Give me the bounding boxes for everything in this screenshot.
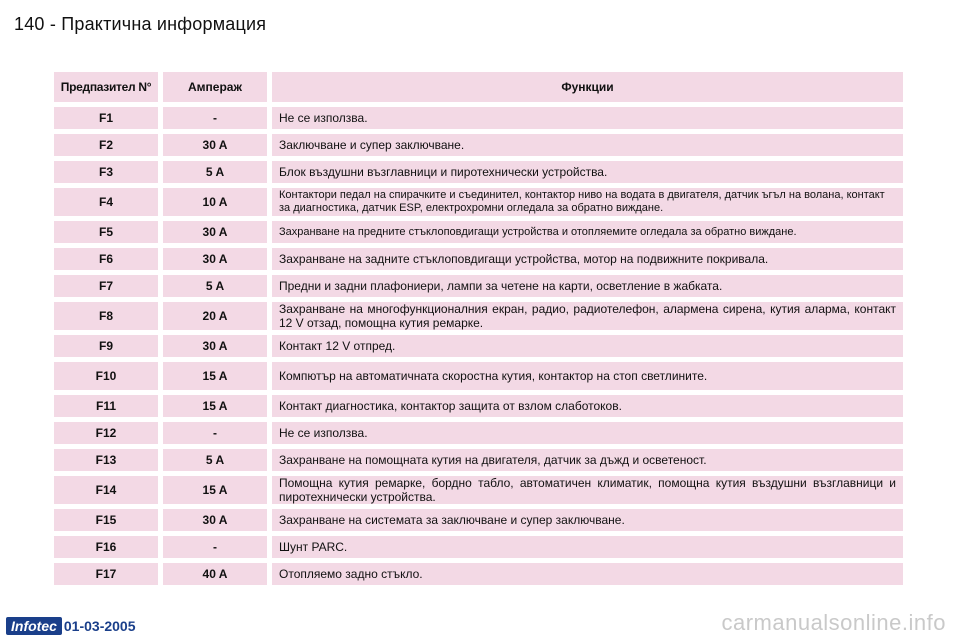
table-row [54, 161, 903, 183]
table-row [54, 395, 903, 417]
function-description: Не се използва. [272, 422, 903, 444]
amperage: 15 A [163, 362, 267, 390]
fuse-number: F5 [54, 221, 158, 243]
function-description: Шунт PARC. [272, 536, 903, 558]
header-functions: Функции [272, 72, 903, 102]
function-description: Захранване на предните стъклоповдигащи устройства и отопляемите огледала за обратно виждане. [272, 221, 903, 243]
infotec-logo: Infotec [6, 617, 62, 635]
fuse-number: F9 [54, 335, 158, 357]
function-description: Захранване на помощната кутия на двигателя, датчик за дъжд и осветеност. [272, 449, 903, 471]
table-row [54, 335, 903, 357]
fuse-number: F7 [54, 275, 158, 297]
table-row [54, 563, 903, 585]
table-row [54, 362, 903, 390]
function-description: Компютър на автоматичната скоростна кутия, контактор на стоп светлините. [272, 362, 903, 390]
function-description: Не се използва. [272, 107, 903, 129]
fuse-table [54, 67, 903, 590]
amperage: 30 A [163, 248, 267, 270]
header-amperage: Ампераж [163, 72, 267, 102]
fuse-number: F4 [54, 188, 158, 216]
header-fuse-number: Предпазител N° [54, 72, 158, 102]
fuse-number: F17 [54, 563, 158, 585]
function-description: Захранване на системата за заключване и супер заключване. [272, 509, 903, 531]
watermark: carmanualsonline.info [721, 610, 946, 635]
fuse-number: F1 [54, 107, 158, 129]
fuse-number: F12 [54, 422, 158, 444]
amperage: 15 A [163, 476, 267, 504]
amperage: - [163, 422, 267, 444]
table-row [54, 221, 903, 243]
fuse-number: F8 [54, 302, 158, 330]
table-row [54, 248, 903, 270]
table-row [54, 536, 903, 558]
amperage: 20 A [163, 302, 267, 330]
fuse-number: F10 [54, 362, 158, 390]
function-description: Контакт диагностика, контактор защита от взлом слаботоков. [272, 395, 903, 417]
function-description: Захранване на многофункционалния екран, радио, радиотелефон, алармена сирена, кутия аларма, контакт 12 V отзад, помощна кутия ремарке. [272, 302, 903, 330]
amperage: 5 A [163, 275, 267, 297]
fuse-number: F2 [54, 134, 158, 156]
table-row [54, 188, 903, 216]
amperage: 5 A [163, 161, 267, 183]
fuse-number: F11 [54, 395, 158, 417]
table-row [54, 302, 903, 330]
function-description: Блок въздушни възглавници и пиротехнически устройства. [272, 161, 903, 183]
page-title: 140 - Практична информация [14, 14, 267, 34]
table-row [54, 134, 903, 156]
amperage: 30 A [163, 509, 267, 531]
amperage: 5 A [163, 449, 267, 471]
table-header-row [54, 72, 903, 102]
function-description: Отопляемо задно стъкло. [272, 563, 903, 585]
amperage: - [163, 107, 267, 129]
footer-brand [6, 617, 136, 635]
fuse-number: F14 [54, 476, 158, 504]
footer-date: 01-03-2005 [63, 618, 136, 634]
function-description: Помощна кутия ремарке, бордно табло, автоматичен климатик, помощна кутия въздушни възглавници и пиротехнически устройства. [272, 476, 903, 504]
function-description: Предни и задни плафониери, лампи за четене на карти, осветление в жабката. [272, 275, 903, 297]
amperage: 30 A [163, 134, 267, 156]
fuse-number: F13 [54, 449, 158, 471]
fuse-number: F15 [54, 509, 158, 531]
fuse-number: F16 [54, 536, 158, 558]
table-row [54, 476, 903, 504]
function-description: Захранване на задните стъклоповдигащи устройства, мотор на подвижните покривала. [272, 248, 903, 270]
function-description: Заключване и супер заключване. [272, 134, 903, 156]
table-row [54, 422, 903, 444]
table-row [54, 449, 903, 471]
fuse-number: F6 [54, 248, 158, 270]
fuse-number: F3 [54, 161, 158, 183]
function-description: Контактори педал на спирачките и съединител, контактор ниво на водата в двигателя, датчик ъгъл на волана, контакт за диагностика, датчик ESP, електрохромни огледала за обратно виждане. [272, 188, 903, 216]
amperage: 40 A [163, 563, 267, 585]
table-row [54, 107, 903, 129]
amperage: 30 A [163, 221, 267, 243]
function-description: Контакт 12 V отпред. [272, 335, 903, 357]
amperage: 15 A [163, 395, 267, 417]
amperage: 10 A [163, 188, 267, 216]
amperage: 30 A [163, 335, 267, 357]
amperage: - [163, 536, 267, 558]
table-row [54, 509, 903, 531]
table-row [54, 275, 903, 297]
